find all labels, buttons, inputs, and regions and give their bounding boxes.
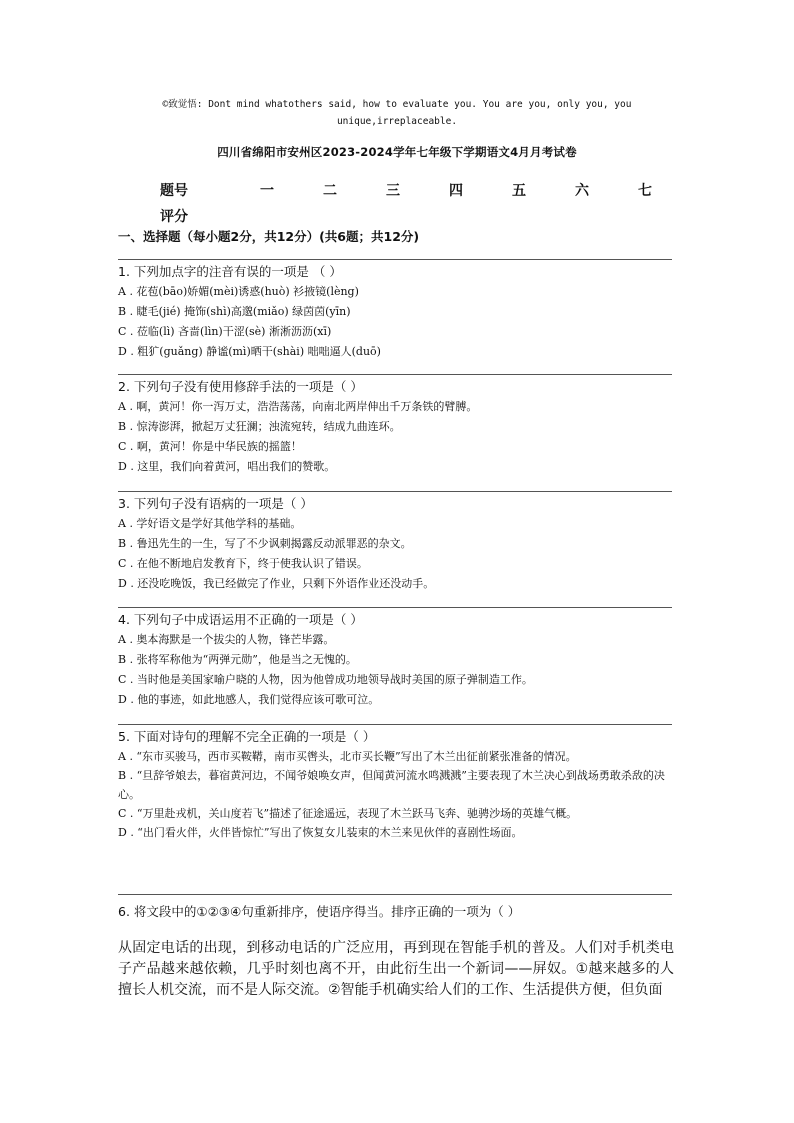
option-a: A . 啊，黄河！你一泻万丈，浩浩荡荡，向南北两岸伸出千万条铁的臂膊。: [118, 400, 478, 413]
question-3: [118, 494, 678, 594]
divider: [118, 491, 672, 492]
option-c: C . 莅临(lì) 吝啬(lìn)干涩(sè) 淅淅沥沥(xī): [118, 325, 332, 338]
section-title: 一、选择题（每小题2分，共12分）(共6题；共12分): [118, 229, 420, 244]
option-c: C . 当时他是美国家喻户晓的人物，因为他曾成功地领导战时美国的原子弹制造工作。: [118, 673, 533, 686]
divider: [118, 607, 672, 608]
motto-line-1: ©致觉悟: Dont mind whatothers said, how to evaluate you. You are you, only you, you: [162, 99, 632, 110]
option-a: A . 奥本海默是一个拔尖的人物，锋芒毕露。: [118, 633, 335, 646]
question-4: [118, 610, 678, 710]
question-6-passage: 从固定电话的出现，到移动电话的广泛应用，再到现在智能手机的普及。人们对手机类电子产品越来越依赖，几乎时刻也离不开，由此衍生出一个新词——屏奴。①越来越多的人擅长人机交流，而不是人际交流。②智能手机确实给人们的工作、生活提供方便，但负面: [118, 940, 674, 998]
question-stem: 5. 下面对诗句的理解不完全正确的一项是（ ）: [118, 729, 376, 744]
score-table: [160, 180, 660, 232]
column-header: 四: [449, 183, 463, 199]
score-label: 评分: [160, 209, 188, 225]
option-c: C . “万里赴戎机，关山度若飞”描述了征途遥远，表现了木兰跃马飞奔、驰骋沙场的英雄气概。: [118, 807, 578, 820]
question-6-stem: 6. 将文段中的①②③④句重新排序，使语序得当。排序正确的一项为（ ）: [118, 904, 521, 919]
column-header: 六: [575, 183, 589, 199]
column-header: 二: [323, 183, 337, 199]
option-b: B . 睫毛(jié) 掩饰(shì)高邈(miǎo) 绿茵茵(yīn): [118, 305, 351, 318]
question-stem: 3. 下列句子没有语病的一项是（ ）: [118, 496, 313, 511]
divider: [118, 894, 672, 895]
option-a: A . “东市买骏马，西市买鞍鞯，南市买辔头，北市买长鞭”写出了木兰出征前紧张准备的情况。: [118, 750, 577, 763]
divider: [118, 724, 672, 725]
option-c: C . 啊，黄河！你是中华民族的摇篮！: [118, 440, 302, 453]
option-c: C . 在他不断地启发教育下，终于使我认识了错误。: [118, 557, 368, 570]
option-b: B . 张将军称他为“两弹元勋”，他是当之无愧的。: [118, 653, 357, 666]
option-b: B . 鲁迅先生的一生，写了不少讽刺揭露反动派罪恶的杂文。: [118, 537, 412, 550]
question-stem: 4. 下列句子中成语运用不正确的一项是（ ）: [118, 612, 363, 627]
divider: [118, 259, 672, 260]
option-d: D . 这里，我们向着黄河，唱出我们的赞歌。: [118, 460, 336, 473]
option-a: A . 学好语文是学好其他学科的基础。: [118, 517, 302, 530]
motto-line-2: unique,irreplaceable.: [336, 116, 458, 127]
option-b: B . “旦辞爷娘去，暮宿黄河边，不闻爷娘唤女声，但闻黄河流水鸣溅溅”主要表现了木兰决心到战场勇敢杀敌的决心。: [118, 769, 665, 801]
column-header: 七: [638, 183, 652, 199]
option-a: A . 花苞(bāo)娇媚(mèi)诱惑(huò) 衫掖镜(lèng): [118, 285, 359, 298]
option-d: D . 还没吃晚饭，我已经做完了作业，只剩下外语作业还没动手。: [118, 577, 435, 590]
column-header: 五: [512, 183, 526, 199]
option-d: D . “出门看火伴，火伴皆惊忙”写出了恢复女儿装束的木兰来见伙伴的喜剧性场面。: [118, 826, 523, 839]
score-table-header-row: [160, 180, 660, 206]
question-2: [118, 377, 678, 477]
question-number-label: 题号: [160, 183, 188, 199]
divider: [118, 374, 672, 375]
question-1: [118, 262, 678, 362]
option-b: B . 惊涛澎湃，掀起万丈狂澜；浊流宛转，结成九曲连环。: [118, 420, 401, 433]
exam-title: 四川省绵阳市安州区2023-2024学年七年级下学期语文4月月考试卷: [217, 145, 577, 159]
question-stem: 2. 下列句子没有使用修辞手法的一项是（ ）: [118, 379, 363, 394]
column-header: 一: [260, 183, 274, 199]
option-d: D . 他的事迹，如此地感人，我们觉得应该可歌可泣。: [118, 693, 380, 706]
question-stem: 1. 下列加点字的注音有误的一项是 （ ）: [118, 264, 342, 279]
column-header: 三: [386, 183, 400, 199]
motto: [150, 96, 644, 130]
option-d: D . 粗犷(guǎng) 静谧(mì)晒干(shài) 咄咄逼人(duō): [118, 345, 381, 358]
question-5: [118, 727, 678, 842]
